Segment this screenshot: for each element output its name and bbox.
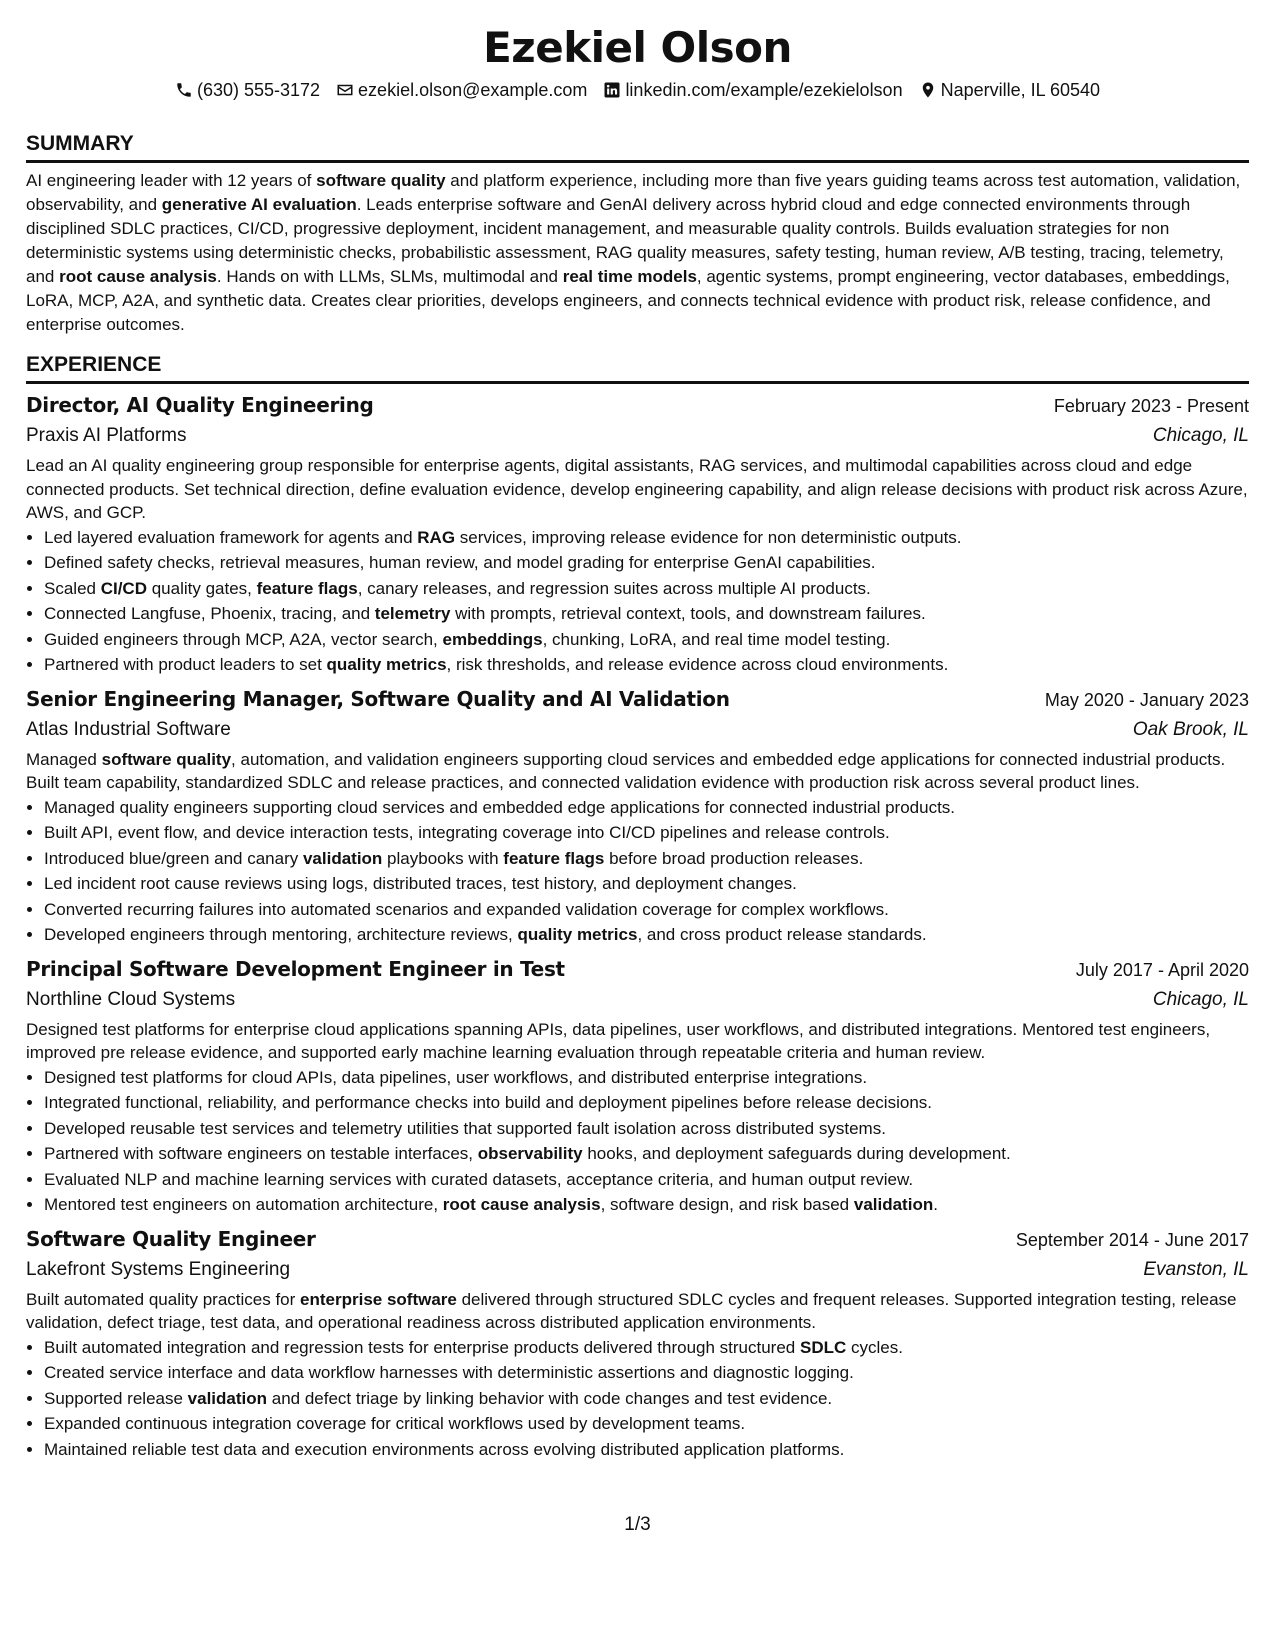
job-location: Oak Brook, IL [1132, 718, 1249, 740]
experience-section [26, 353, 1249, 1462]
text-run: and platform experience, including more than five years guiding teams across test automation, validation, observability, and [26, 171, 1241, 214]
job-bullet [44, 846, 1249, 872]
text-run: Built automated quality practices for [26, 1289, 301, 1309]
text-run: Developed reusable test services and telemetry utilities that supported fault isolation across distributed systems. [44, 1118, 886, 1138]
bold-keyword: quality metrics [326, 655, 447, 674]
summary-heading: SUMMARY [26, 132, 1249, 163]
text-run: , automation, and validation engineers supporting cloud services and embedded edge applications for connected industrial products. Built team capability, standardized SDLC and release practices, and connected validation evidence with production risk across several product lines. [26, 749, 1226, 792]
text-run: Maintained reliable test data and execution environments across evolving distributed application platforms. [44, 1439, 845, 1459]
text-run: Developed engineers through mentoring, architecture reviews, [44, 925, 518, 944]
job-bullet [44, 1192, 1249, 1218]
job-bullet [44, 871, 1249, 897]
candidate-name: Ezekiel Olson [483, 23, 792, 72]
contact-phone [175, 78, 320, 102]
job-bullet [44, 576, 1249, 602]
job-description [26, 1018, 1249, 1065]
text-run: and defect triage by linking behavior with code changes and test evidence. [267, 1388, 833, 1408]
text-run: Converted recurring failures into automated scenarios and expanded validation coverage for complex workflows. [44, 899, 889, 919]
job-company-row [26, 985, 1249, 1015]
text-run: , software design, and risk based [600, 1195, 854, 1214]
text-run: AI engineering leader with 12 years of [26, 171, 317, 190]
email-text: ezekiel.olson@example.com [358, 80, 588, 100]
job-title-row [26, 390, 1249, 421]
bold-keyword: root cause analysis [59, 267, 217, 286]
text-run: , agentic systems, prompt engineering, vector databases, embeddings, LoRA, MCP, A2A, and synthetic data. Creates clear priorities, develops engineers, and connects technical evidence with product risk, release confidence, and enterprise outcomes. [26, 267, 1230, 334]
job-bullet [44, 1167, 1249, 1193]
job-location: Evanston, IL [1143, 1258, 1249, 1280]
text-run: Introduced blue/green and canary [44, 848, 303, 868]
text-run: . Hands on with LLMs, SLMs, multimodal and [216, 267, 563, 286]
contact-linkedin[interactable] [603, 78, 902, 102]
job-description [26, 748, 1249, 795]
job-bullet [44, 1335, 1249, 1361]
bold-keyword: telemetry [374, 604, 451, 623]
linkedin-icon [603, 81, 621, 99]
text-run: Created service interface and data workflow harnesses with deterministic assertions and diagnostic logging. [44, 1363, 854, 1382]
text-run: Led incident root cause reviews using logs, distributed traces, test history, and deployment changes. [44, 874, 797, 893]
page-number: 1/3 [624, 1514, 651, 1535]
job-entry [26, 954, 1249, 1218]
text-run: , chunking, LoRA, and real time model testing. [542, 629, 891, 649]
job-bullet-list [26, 525, 1249, 678]
job-bullet [44, 1141, 1249, 1167]
text-run: Evaluated NLP and machine learning services with curated datasets, acceptance criteria, and human output review. [44, 1169, 914, 1189]
job-bullet [44, 525, 1249, 551]
text-run: services, improving release evidence for non deterministic outputs. [455, 527, 962, 547]
text-run: delivered through structured SDLC cycles and frequent releases. Supported integration testing, release validation, defect triage, test data, and operational readiness across distributed application environments. [26, 1289, 1237, 1332]
bold-keyword: root cause analysis [442, 1195, 601, 1214]
phone-icon [175, 81, 193, 99]
resume-header [26, 0, 1249, 102]
text-run: Managed quality engineers supporting cloud services and embedded edge applications for connected industrial products. [44, 797, 956, 817]
map-pin-icon [919, 81, 937, 99]
text-run: playbooks with [382, 848, 504, 868]
text-run: hooks, and deployment safeguards during development. [582, 1144, 1011, 1163]
job-dates: July 2017 - April 2020 [1075, 959, 1249, 980]
text-run: Managed [26, 749, 102, 769]
job-company-row [26, 421, 1249, 451]
job-company-row [26, 1255, 1249, 1285]
text-run: Built automated integration and regression tests for enterprise products delivered through structured [44, 1337, 800, 1357]
job-bullet [44, 820, 1249, 846]
job-company-row [26, 715, 1249, 745]
job-title: Senior Engineering Manager, Software Quality and AI Validation [26, 686, 730, 711]
text-run: Designed test platforms for enterprise cloud applications spanning APIs, data pipelines, user workflows, and distributed integrations. Mentored test engineers, improved pre release evidence, and supported early machine learning evaluation through repeatable criteria and human review. [26, 1019, 1211, 1062]
text-run: . [933, 1195, 938, 1214]
job-bullet [44, 1090, 1249, 1116]
bold-keyword: software quality [101, 749, 232, 769]
job-dates: May 2020 - January 2023 [1044, 689, 1249, 710]
job-dates: September 2014 - June 2017 [1015, 1229, 1249, 1250]
job-entry [26, 1224, 1249, 1463]
job-bullet [44, 922, 1249, 948]
envelope-icon [336, 81, 354, 99]
text-run: . Leads enterprise software and GenAI delivery across hybrid cloud and edge connected environments through disciplined SDLC practices, CI/CD, progressive deployment, incident management, and measurable quality controls. Builds evaluation strategies for non deterministic systems using deterministic checks, probabilistic assessment, RAG quality measures, safety testing, human review, A/B testing, tracing, telemetry, and [26, 195, 1224, 286]
text-run: Defined safety checks, retrieval measures, human review, and model grading for enterprise GenAI capabilities. [44, 553, 876, 572]
job-bullet [44, 1116, 1249, 1142]
job-title: Director, AI Quality Engineering [26, 393, 374, 417]
resume-page [26, 0, 1249, 1462]
text-run: Built API, event flow, and device interaction tests, integrating coverage into CI/CD pipelines and release controls. [44, 823, 890, 842]
job-title-row [26, 954, 1249, 985]
job-bullet [44, 1411, 1249, 1437]
bold-keyword: SDLC [799, 1337, 847, 1357]
job-bullet [44, 652, 1249, 678]
bold-keyword: validation [853, 1195, 934, 1214]
job-company: Praxis AI Platforms [26, 425, 187, 446]
bold-keyword: CI/CD [100, 578, 147, 598]
job-title-row [26, 684, 1249, 715]
bold-keyword: enterprise software [300, 1289, 457, 1309]
text-run: Lead an AI quality engineering group responsible for enterprise agents, digital assistants, RAG services, and multimodal capabilities across cloud and edge connected products. Set technical direction, define evaluation evidence, develop engineering capability, and align release decisions with product risk across Azure, AWS, and GCP. [26, 456, 1248, 522]
text-run: , and cross product release standards. [637, 925, 927, 944]
job-list [26, 390, 1249, 1462]
bold-keyword: feature flags [256, 578, 358, 598]
job-bullet [44, 601, 1249, 627]
text-run: Scaled [44, 578, 101, 598]
bold-keyword: validation [187, 1388, 268, 1408]
bold-keyword: feature flags [503, 848, 605, 868]
summary-text [26, 169, 1249, 337]
bold-keyword: observability [477, 1144, 583, 1163]
job-company: Northline Cloud Systems [26, 988, 236, 1010]
text-run: Partnered with product leaders to set [44, 655, 327, 674]
job-entry [26, 684, 1249, 948]
linkedin-text: linkedin.com/example/ezekielolson [625, 80, 903, 100]
bold-keyword: quality metrics [517, 925, 638, 944]
job-company: Atlas Industrial Software [26, 718, 231, 740]
job-description [26, 454, 1249, 525]
contact-location [919, 78, 1100, 102]
contact-bar [26, 78, 1249, 102]
job-title-row [26, 1224, 1249, 1255]
bold-keyword: embeddings [442, 629, 543, 649]
job-bullet [44, 1386, 1249, 1412]
text-run: Integrated functional, reliability, and performance checks into build and deployment pipelines before release decisions. [44, 1093, 932, 1112]
phone-text: (630) 555-3172 [196, 80, 321, 100]
text-run: with prompts, retrieval context, tools, and downstream failures. [450, 604, 926, 623]
text-run: Designed test platforms for cloud APIs, data pipelines, user workflows, and distributed enterprise integrations. [44, 1067, 868, 1087]
text-run: , risk thresholds, and release evidence across cloud environments. [446, 655, 949, 674]
job-bullet-list [26, 795, 1249, 948]
job-location: Chicago, IL [1152, 988, 1249, 1010]
job-bullet-list [26, 1335, 1249, 1463]
text-run: before broad production releases. [604, 848, 864, 868]
bold-keyword: real time models [562, 267, 697, 286]
job-bullet [44, 795, 1249, 821]
job-dates: February 2023 - Present [1053, 396, 1249, 416]
job-description [26, 1288, 1249, 1335]
job-entry [26, 390, 1249, 678]
job-location: Chicago, IL [1152, 425, 1249, 446]
experience-heading: EXPERIENCE [26, 353, 1249, 384]
bold-keyword: RAG [417, 527, 456, 547]
bold-keyword: software quality [316, 171, 446, 190]
job-title: Software Quality Engineer [26, 1226, 316, 1251]
text-run: quality gates, [146, 578, 257, 598]
bold-keyword: generative AI evaluation [161, 195, 357, 214]
text-run: Connected Langfuse, Phoenix, tracing, and [44, 604, 375, 623]
text-run: Supported release [44, 1388, 188, 1408]
text-run: Mentored test engineers on automation architecture, [44, 1195, 443, 1214]
location-text: Naperville, IL 60540 [940, 80, 1101, 100]
text-run: cycles. [846, 1337, 903, 1357]
job-bullet [44, 1360, 1249, 1386]
contact-email[interactable] [336, 78, 587, 102]
bold-keyword: validation [302, 848, 383, 868]
text-run: Led layered evaluation framework for agents and [44, 527, 418, 547]
text-run: Expanded continuous integration coverage for critical workflows used by development teams. [44, 1414, 746, 1433]
job-bullet [44, 1437, 1249, 1463]
job-bullet [44, 897, 1249, 923]
text-run: Guided engineers through MCP, A2A, vector search, [44, 629, 443, 649]
job-bullet [44, 550, 1249, 576]
job-bullet [44, 1065, 1249, 1091]
job-company: Lakefront Systems Engineering [26, 1258, 291, 1280]
text-run: Partnered with software engineers on testable interfaces, [44, 1144, 478, 1163]
text-run: , canary releases, and regression suites across multiple AI products. [357, 578, 871, 598]
job-bullet [44, 627, 1249, 653]
job-bullet-list [26, 1065, 1249, 1218]
job-title: Principal Software Development Engineer in Test [26, 956, 565, 981]
summary-section [26, 132, 1249, 337]
